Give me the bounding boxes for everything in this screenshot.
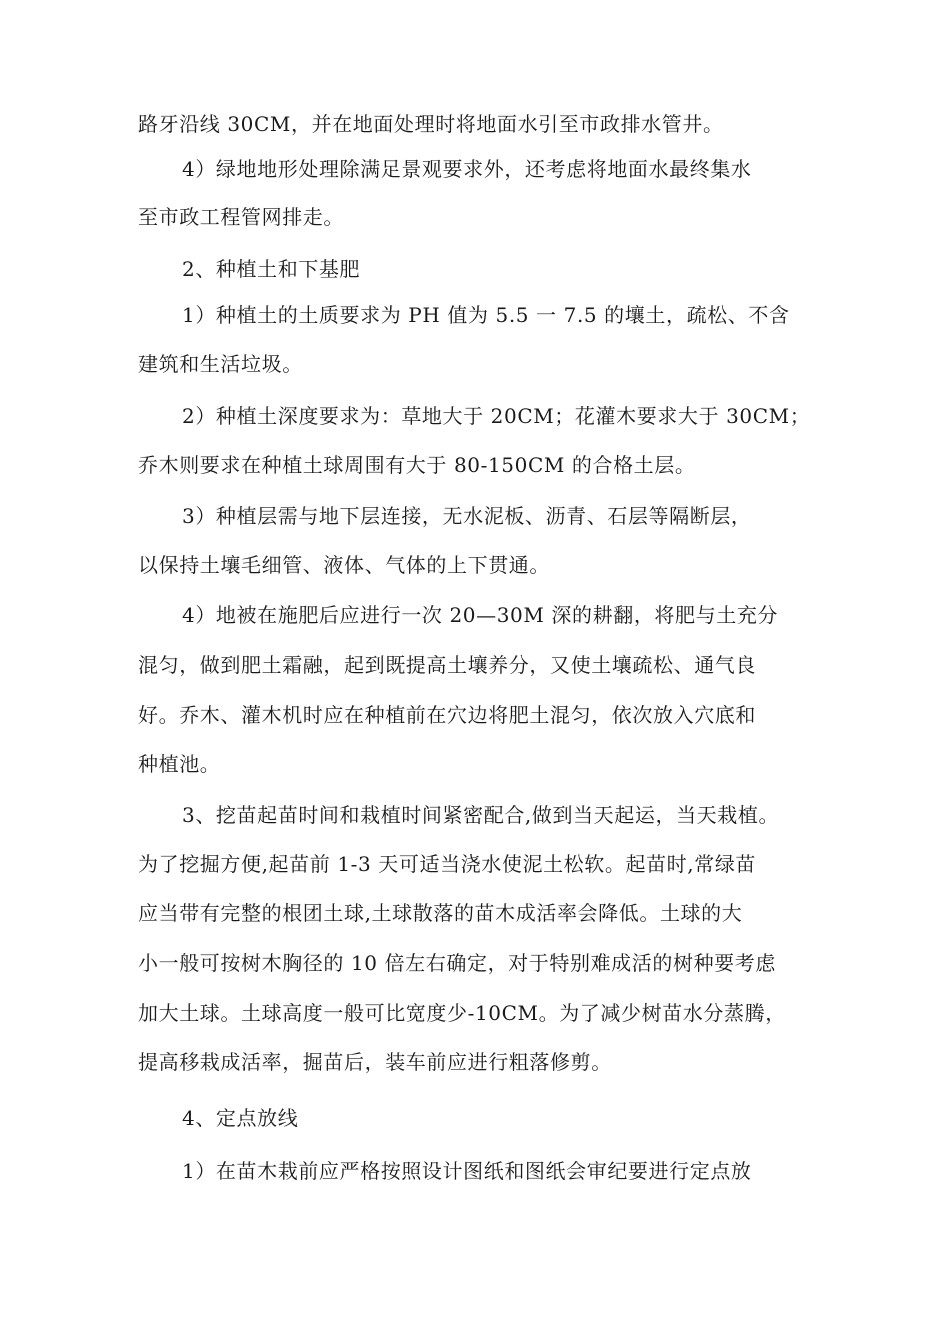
text-line-18: 小一般可按树木胸径的 10 倍左右确定，对于特别难成活的树种要考虑 xyxy=(138,951,776,975)
text-line-8: 乔木则要求在种植土球周围有大于 80-150CM 的合格土层。 xyxy=(138,453,696,477)
text-line-12: 混匀，做到肥土霜融，起到既提高土壤养分，又使土壤疏松、通气良 xyxy=(138,653,756,677)
text-line-10: 以保持土壤毛细管、液体、气体的上下贯通。 xyxy=(138,553,550,577)
section-heading-4: 4、定点放线 xyxy=(182,1106,299,1130)
text-line-14: 种植池。 xyxy=(138,752,221,776)
text-line-3: 至市政工程管网排走。 xyxy=(138,205,344,229)
text-line-2: 4）绿地地形处理除满足景观要求外，还考虑将地面水最终集水 xyxy=(182,157,752,181)
text-line-1: 路牙沿线 30CM，并在地面处理时将地面水引至市政排水管井。 xyxy=(138,112,724,136)
text-line-22: 1）在苗木栽前应严格按照设计图纸和图纸会审纪要进行定点放 xyxy=(182,1159,752,1183)
text-line-5: 1）种植土的土质要求为 PH 值为 5.5 一 7.5 的壤土，疏松、不含 xyxy=(182,303,790,327)
section-heading-2: 2、种植土和下基肥 xyxy=(182,257,361,281)
text-line-13: 好。乔木、灌木机时应在种植前在穴边将肥土混匀，依次放入穴底和 xyxy=(138,703,756,727)
text-line-9: 3）种植层需与地下层连接，无水泥板、沥青、石层等隔断层， xyxy=(182,504,752,528)
section-heading-3: 3、挖苗起苗时间和栽植时间紧密配合,做到当天起运，当天栽植。 xyxy=(182,803,780,827)
text-line-6: 建筑和生活垃圾。 xyxy=(138,352,303,376)
text-line-19: 加大土球。土球高度一般可比宽度少-10CM。为了减少树苗水分蒸腾， xyxy=(138,1001,786,1025)
text-line-17: 应当带有完整的根团土球,土球散落的苗木成活率会降低。土球的大 xyxy=(138,901,743,925)
text-line-16: 为了挖掘方便,起苗前 1-3 天可适当浇水使泥土松软。起苗时,常绿苗 xyxy=(138,852,757,876)
text-line-7: 2）种植土深度要求为：草地大于 20CM；花灌木要求大于 30CM； xyxy=(182,404,811,428)
text-line-11: 4）地被在施肥后应进行一次 20—30M 深的耕翻，将肥与土充分 xyxy=(182,603,779,627)
text-line-20: 提高移栽成活率，掘苗后，装车前应进行粗落修剪。 xyxy=(138,1050,612,1074)
